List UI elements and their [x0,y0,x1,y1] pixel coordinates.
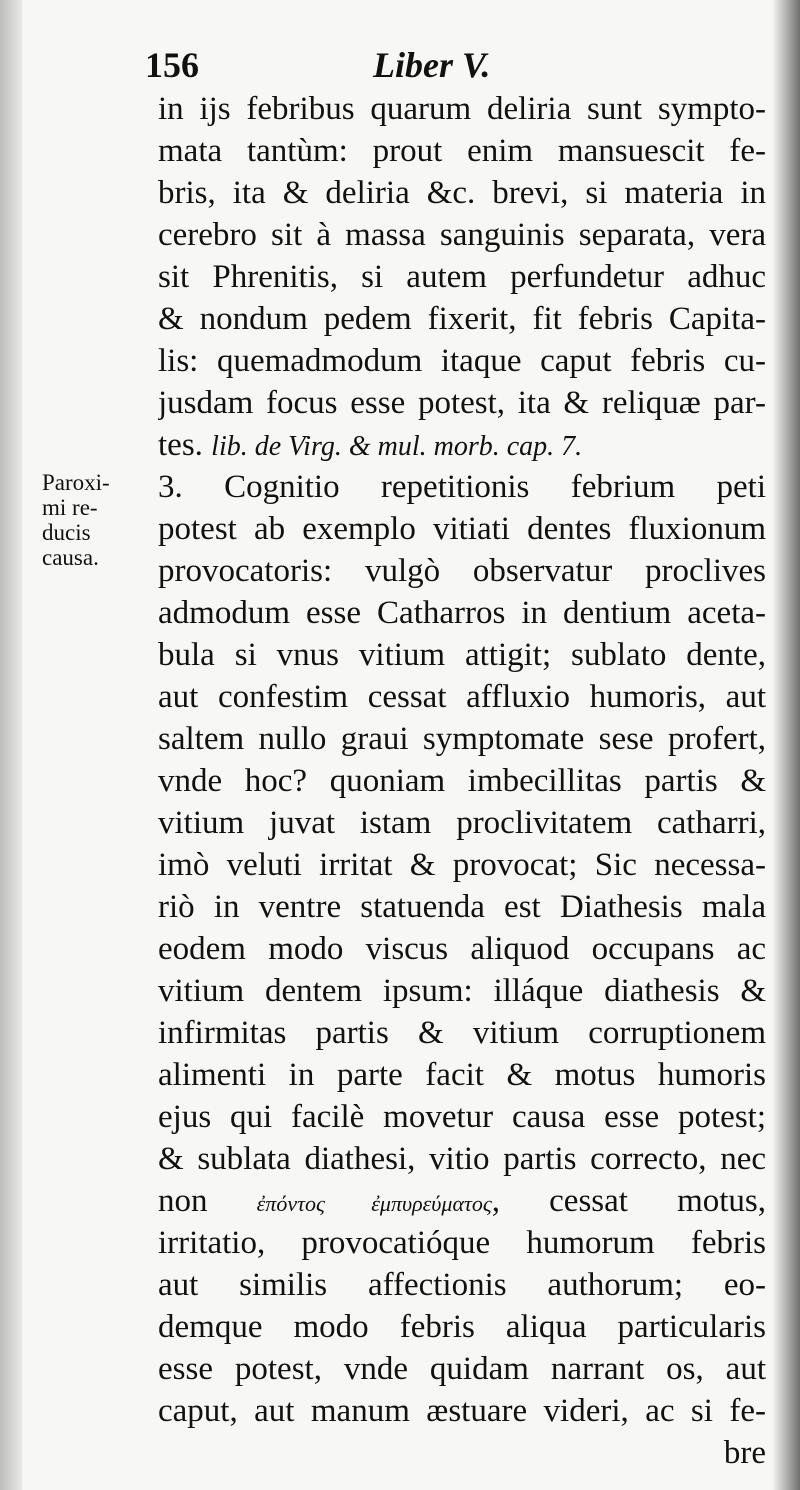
text-fragment: tes. [158,427,203,463]
text-line: mata tantùm: prout enim mansuescit fe- [158,133,766,169]
text-line: cerebro sit à massa sanguinis separata, vera [158,217,766,253]
page-edge-shadow [772,0,800,1490]
body-text [158,88,766,1474]
text-line: aut confestim cessat affluxio humoris, aut [158,679,766,715]
text-line: & nondum pedem fixerit, fit febris Capita- [158,301,766,337]
text-line: sit Phrenitis, si autem perfundetur adhuc [158,259,766,295]
text-line: irritatio, provocatióque humorum febris [158,1225,766,1261]
text-line: vitium dentem ipsum: illáque diathesis & [158,973,766,1009]
text-line: bula si vnus vitium attigit; sublato dente, [158,637,766,673]
text-line: aut similis affectionis authorum; eo- [158,1267,766,1303]
text-line: alimenti in parte facit & motus humoris [158,1057,766,1093]
catchword: bre [723,1435,766,1471]
text-fragment: , cessat motus, [491,1183,766,1219]
text-line: provocatoris: vulgò observatur proclives [158,553,766,589]
page-gutter-shadow [0,0,22,1490]
reference-citation: lib. de Virg. & mul. morb. cap. 7. [211,431,583,462]
text-line: saltem nullo graui symptomate sese profert, [158,721,766,757]
text-line: 3. Cognitio repetitionis febrium peti [158,469,766,505]
text-line: vitium juvat istam proclivitatem catharri, [158,805,766,841]
margin-note-line: ducis [42,520,91,545]
text-fragment: non [158,1183,208,1219]
text-line: ejus qui facilè movetur causa esse potest; [158,1099,766,1135]
text-line: lis: quemadmodum itaque caput febris cu- [158,343,766,379]
text-line: bris, ita & deliria &c. brevi, si materia in [158,175,766,211]
margin-note-line: causa. [42,545,99,570]
text-line-with-reference [158,424,766,466]
text-line: & sublata diathesi, vitio partis correcto, nec [158,1141,766,1177]
margin-note [42,470,147,570]
text-line: riò in ventre statuenda est Diathesis mala [158,889,766,925]
text-line: esse potest, vnde quidam narrant os, aut [158,1351,766,1387]
text-line: admodum esse Catharros in dentium aceta- [158,595,766,631]
running-head: Liber V. [373,45,491,85]
text-line-with-greek [158,1180,766,1222]
page-number: 156 [145,45,199,85]
text-line: caput, aut manum æstuare videri, ac si fe- [158,1393,766,1429]
text-line: in ijs febribus quarum deliria sunt sympto- [158,91,766,127]
greek-phrase: ἐπόντος ἐμπυρεύματος [256,1191,492,1216]
margin-note-line: Paroxi- [42,470,110,495]
text-line: eodem modo viscus aliquod occupans ac [158,931,766,967]
text-line: infirmitas partis & vitium corruptionem [158,1015,766,1051]
text-line: vnde hoc? quoniam imbecillitas partis & [158,763,766,799]
text-line: demque modo febris aliqua particularis [158,1309,766,1345]
margin-note-line: mi re- [42,495,98,520]
text-line: imò veluti irritat & provocat; Sic necessa- [158,847,766,883]
text-line: potest ab exemplo vitiati dentes fluxionum [158,511,766,547]
text-line: jusdam focus esse potest, ita & reliquæ par- [158,385,766,421]
